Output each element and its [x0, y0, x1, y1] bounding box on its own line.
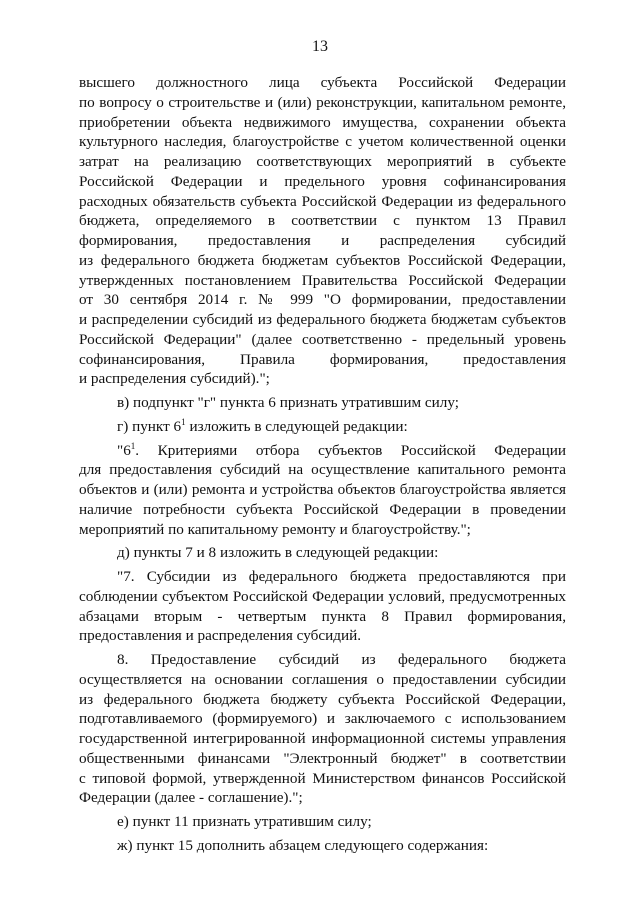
text-line: Российской Федерации" (далее соответственно - предельный уровень — [79, 330, 566, 348]
text-line: наличие потребности субъекта Российской Федерации в проведении — [79, 500, 566, 518]
text-line: "$6^1$. Критериями отбора субъектов Российской Федерации — [117, 440, 566, 459]
text-line: мероприятий по капитальному ремонту и благоустройству."; — [79, 520, 471, 538]
text-line: в) подпункт "г" пункта 6 признать утратившим силу; — [117, 394, 459, 411]
text-line: д) пункты 7 и 8 изложить в следующей редакции: — [117, 544, 439, 562]
text-line: затрат на реализацию соответствующих мероприятий в субъекте — [79, 153, 566, 170]
text-line: по вопросу о строительстве и (или) реконструкции, капитальном ремонте, — [79, 93, 566, 111]
text-line: бюджета, определяемого в соответствии с пунктом 13 Правил — [79, 212, 566, 230]
document-body — [79, 73, 566, 856]
text-line: общественными финансами "Электронный бюджет" в соответствии — [79, 749, 566, 767]
text-line: "7. Субсидии из федерального бюджета предоставляются при — [117, 568, 566, 585]
text-line: с типовой формой, утвержденной Министерством финансов Российской — [79, 769, 566, 787]
text-line: абзацами вторым - четвертым пункта 8 Правил формирования, — [79, 607, 566, 625]
text-line: и распределении субсидий из федерального бюджета бюджетам субъектов — [79, 311, 566, 328]
text-line: для предоставления субсидий на осуществление капитального ремонта — [79, 461, 566, 479]
text-line: приобретении объекта недвижимого имущества, сохранении объекта — [79, 113, 566, 131]
text-line: и распределения субсидий)."; — [79, 370, 270, 388]
text-line: расходных обязательств субъекта Российской Федерации из федерального — [79, 192, 566, 210]
text-line: 8. Предоставление субсидий из федерального бюджета — [117, 651, 566, 668]
superscript: 1 — [181, 416, 186, 427]
text-line: подготавливаемого (формируемого) и заключаемого с использованием — [79, 710, 566, 728]
text-line: софинансирования, Правила формирования, предоставления — [79, 350, 566, 368]
text-line: ж) пункт 15 дополнить абзацем следующего содержания: — [117, 836, 489, 854]
text-line: государственной интегрированной информационной системы управления — [79, 730, 566, 747]
text-line: высшего должностного лица субъекта Российской Федерации — [79, 74, 566, 91]
text-line: соблюдении субъектом Российской Федерации условий, предусмотренных — [79, 587, 566, 605]
text-line: осуществляется на основании соглашения о предоставлении субсидии — [79, 670, 566, 688]
text-line: от 30 сентября 2014 г. № 999 "О формировании, предоставлении — [79, 291, 566, 309]
text-line: объектов и (или) ремонта и устройства объектов благоустройства является — [79, 481, 566, 498]
text-line: утвержденных постановлением Правительства Российской Федерации — [79, 271, 566, 289]
text-line: е) пункт 11 признать утратившим силу; — [117, 813, 372, 830]
text-line: г) пункт $6^1$ изложить в следующей редакции: — [117, 416, 408, 435]
text-line: Российской Федерации и предельного уровня софинансирования — [79, 172, 566, 190]
text-line: из федерального бюджета бюджету субъекта Российской Федерации, — [79, 690, 566, 708]
text-line: Федерации (далее - соглашение)."; — [79, 789, 303, 807]
text-line: предоставления и распределения субсидий. — [79, 627, 361, 645]
text-line: из федерального бюджета бюджетам субъектов Российской Федерации, — [79, 251, 566, 269]
page-number: 13 — [312, 38, 328, 55]
text-line: культурного наследия, благоустройстве с учетом количественной оценки — [79, 133, 566, 151]
superscript: 1 — [130, 440, 136, 451]
text-line: формирования, предоставления и распределения субсидий — [79, 232, 566, 249]
